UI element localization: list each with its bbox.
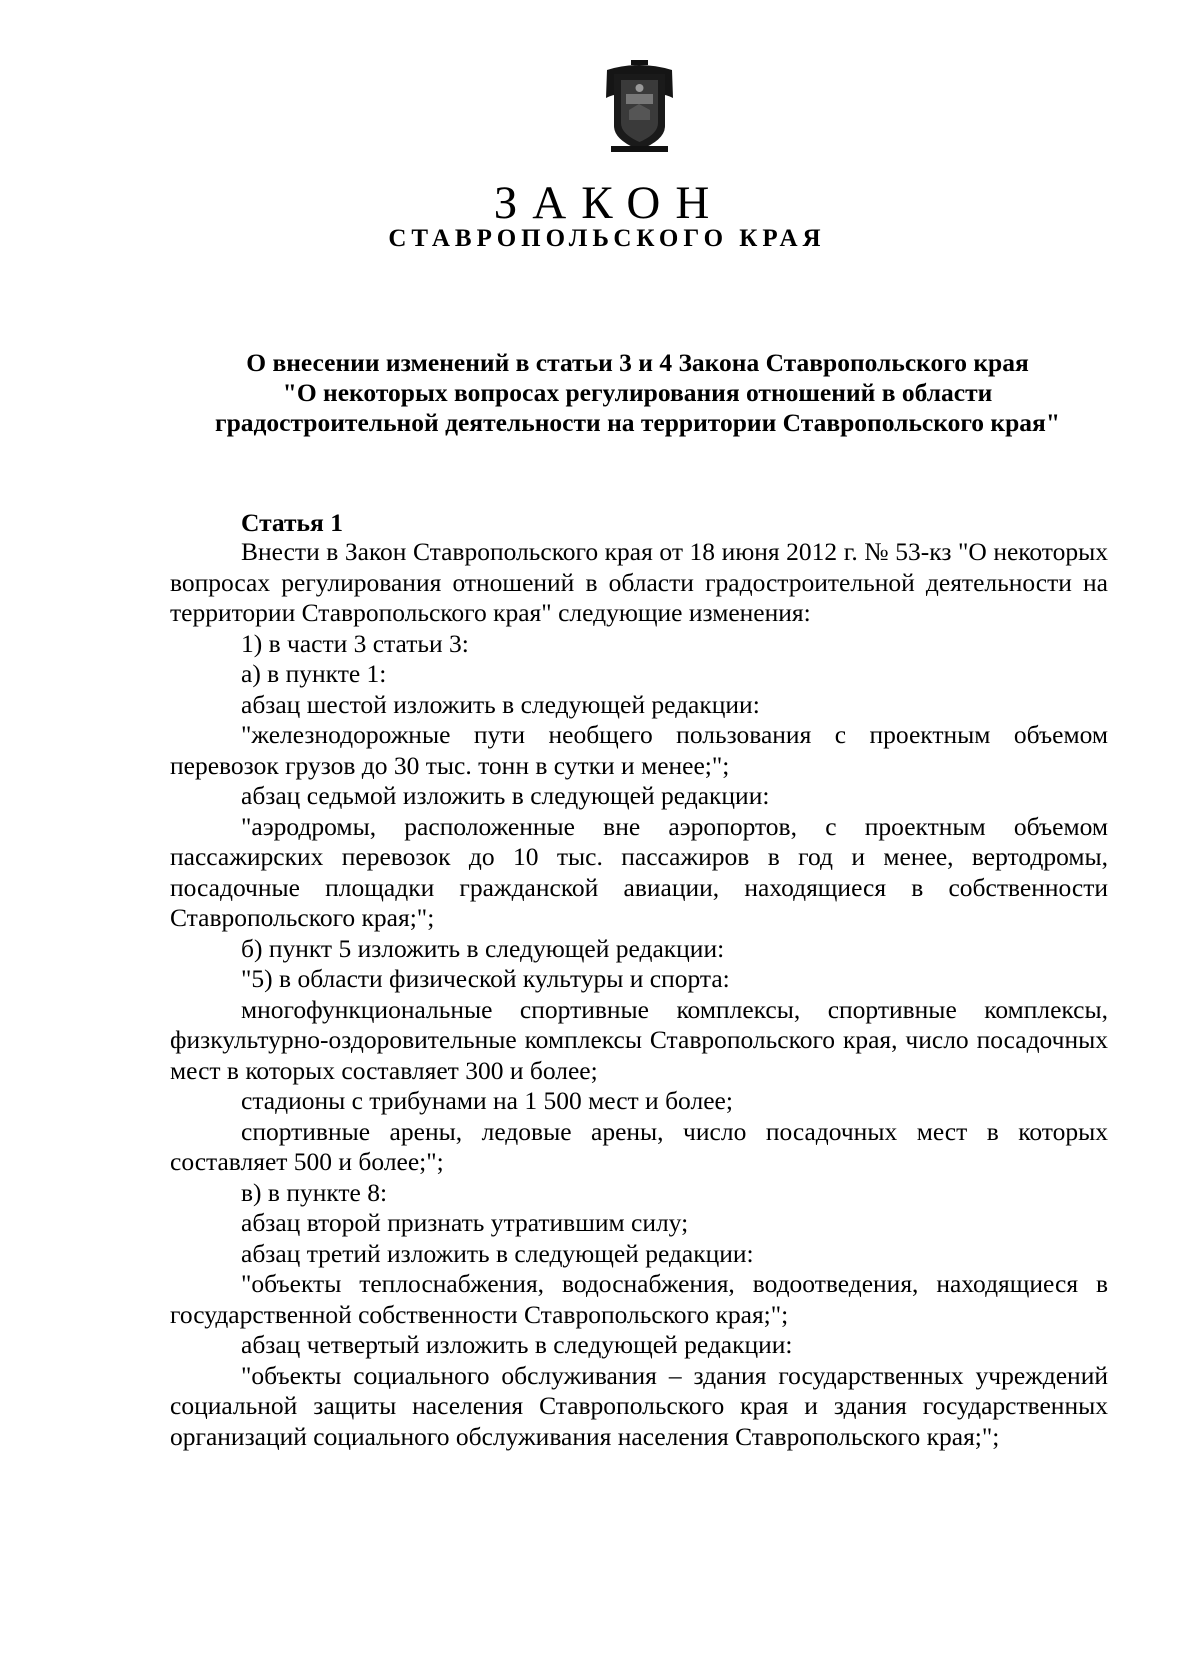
coat-of-arms-emblem [601, 60, 678, 155]
paragraph: Внести в Закон Ставропольского края от 18 июня 2012 г. № 53-кз "О некоторых вопросах регулирования отношений в области градостроительной деятельности на территории Ставропольского края" следующие изменения: [170, 537, 1108, 627]
paragraph: абзац шестой изложить в следующей редакции: [241, 689, 760, 719]
paragraph: абзац второй признать утратившим силу; [241, 1208, 689, 1237]
paragraph: "объекты теплоснабжения, водоснабжения, водоотведения, находящиеся в государственной собственности Ставропольского края;"; [170, 1269, 1108, 1329]
paragraph: б) пункт 5 изложить в следующей редакции: [241, 933, 725, 963]
paragraph: "аэродромы, расположенные вне аэропортов, с проектным объемом пассажирских перевозок до 10 тыс. пассажиров в год и менее, вертодромы, посадочные площадки гражданской авиации, находящиеся в собственности Ставропольского края;"; [170, 811, 1108, 932]
law-title-line: О внесении изменений в статьи 3 и 4 Закона Ставропольского края [246, 348, 1029, 377]
paragraph: "железнодорожные пути необщего пользования с проектным объемом перевозок грузов до 30 тыс. тонн в сутки и менее;"; [170, 720, 1108, 780]
paragraph: стадионы с трибунами на 1 500 мест и более; [241, 1086, 733, 1115]
paragraph: 1) в части 3 статьи 3: [241, 628, 469, 658]
paragraph: многофункциональные спортивные комплексы, спортивные комплексы, физкультурно-оздоровительные комплексы Ставропольского края, число посадочных мест в которых составляет 300 и более; [170, 994, 1108, 1085]
paragraph: "5) в области физической культуры и спорта: [241, 964, 730, 993]
law-title [170, 348, 1105, 438]
paragraph: абзац четвертый изложить в следующей редакции: [241, 1330, 793, 1359]
paragraph: в) в пункте 8: [241, 1177, 388, 1207]
article-body [170, 537, 1108, 1452]
paragraph: абзац третий изложить в следующей редакции: [241, 1238, 754, 1268]
paragraph: абзац седьмой изложить в следующей редакции: [241, 781, 770, 810]
paragraph: а) в пункте 1: [241, 659, 387, 688]
paragraph: спортивные арены, ледовые арены, число посадочных мест в которых составляет 500 и более;"; [170, 1116, 1108, 1176]
issuing-region-heading: СТАВРОПОЛЬСКОГО КРАЯ [388, 225, 826, 252]
law-title-line: градостроительной деятельности на территории Ставропольского края" [214, 408, 1061, 437]
document-type-heading: ЗАКОН [493, 177, 725, 229]
law-title-line: "О некоторых вопросах регулирования отношений в области [282, 378, 993, 407]
paragraph: "объекты социального обслуживания – здания государственных учреждений социальной защиты населения Ставропольского края и здания государственных организаций социального обслуживания населения Ставропольского края;"; [170, 1360, 1108, 1451]
article-heading: Статья 1 [241, 508, 343, 537]
